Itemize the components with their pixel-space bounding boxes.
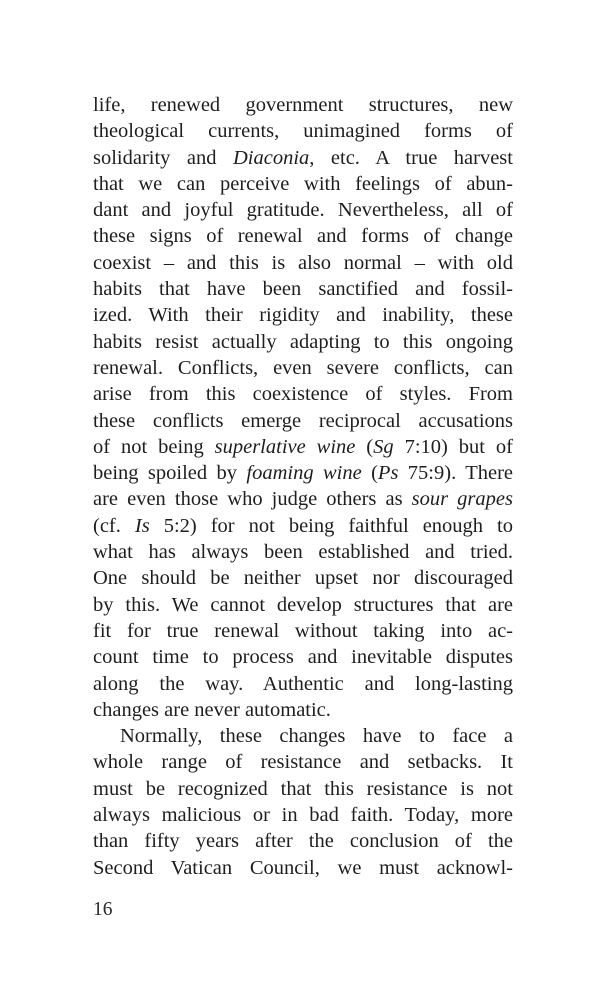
italic-text: Diaconia: [233, 146, 310, 169]
text-line: [93, 644, 513, 670]
plain-text: theological currents, unimagined forms of: [93, 120, 513, 143]
italic-text: Sg: [373, 435, 394, 458]
text-line: [93, 276, 513, 302]
italic-text: Ps: [377, 462, 399, 485]
plain-text: life, renewed government structures, new: [93, 94, 513, 116]
plain-text: 75:9). There: [398, 462, 513, 485]
plain-text: ized. With their rigidity and inability, these: [93, 304, 513, 327]
text-line: [93, 329, 513, 355]
plain-text: 5:2) for not being faithful enough to: [149, 514, 513, 537]
plain-text: solidarity and: [93, 146, 233, 169]
text-line: [93, 592, 513, 618]
text-line: [93, 460, 513, 486]
text-line: [93, 618, 513, 644]
body-text: [93, 92, 513, 881]
plain-text: are even those who judge others as: [93, 488, 412, 511]
text-line: [93, 486, 513, 512]
italic-text: Is: [134, 514, 150, 537]
plain-text: whole range of resistance and setbacks. It: [93, 751, 513, 774]
plain-text: these conflicts emerge reciprocal accusations: [93, 409, 513, 432]
text-line: [93, 565, 513, 591]
text-line: [93, 197, 513, 223]
text-line: [93, 118, 513, 144]
plain-text: Second Vatican Council, we must acknowl-: [93, 856, 513, 879]
text-line: [93, 381, 513, 407]
text-line: [93, 723, 513, 749]
plain-text: what has always been established and tried.: [93, 541, 513, 564]
text-line: [93, 539, 513, 565]
text-line: [93, 355, 513, 381]
plain-text: arise from this coexistence of styles. From: [93, 383, 513, 406]
text-line: [93, 855, 513, 881]
plain-text: count time to process and inevitable disputes: [93, 646, 513, 669]
text-line: [93, 92, 513, 118]
plain-text: these signs of renewal and forms of change: [93, 225, 513, 248]
plain-text: habits that have been sanctified and fossil-: [93, 278, 513, 301]
plain-text: 7:10) but of: [393, 435, 513, 458]
text-line: [93, 671, 513, 697]
plain-text: by this. We cannot develop structures that are: [93, 593, 513, 616]
text-line: [93, 408, 513, 434]
plain-text: Normally, these changes have to face a: [120, 725, 513, 748]
text-line: [93, 223, 513, 249]
plain-text: being spoiled by: [93, 462, 247, 485]
text-line: [93, 250, 513, 276]
plain-text: renewal. Conflicts, even severe conflicts, can: [93, 356, 513, 379]
plain-text: always malicious or in bad faith. Today, more: [93, 804, 513, 827]
text-line: [93, 171, 513, 197]
italic-text: foaming wine: [246, 462, 362, 485]
text-line: [93, 802, 513, 828]
plain-text: (: [361, 462, 378, 485]
text-line: [93, 697, 513, 723]
plain-text: dant and joyful gratitude. Nevertheless, all of: [93, 199, 513, 222]
italic-text: superlative wine: [214, 435, 356, 458]
plain-text: that we can perceive with feelings of abun-: [93, 172, 513, 195]
text-line: [93, 513, 513, 539]
plain-text: One should be neither upset nor discouraged: [93, 567, 513, 590]
plain-text: habits resist actually adapting to this ongoing: [93, 330, 513, 353]
plain-text: must be recognized that this resistance is not: [93, 777, 513, 800]
plain-text: along the way. Authentic and long-lasting: [93, 672, 513, 695]
plain-text: than fifty years after the conclusion of the: [93, 830, 513, 853]
plain-text: coexist – and this is also normal – with old: [93, 251, 513, 274]
text-line: [93, 776, 513, 802]
plain-text: (: [355, 435, 374, 458]
plain-text: , etc. A true harvest: [309, 146, 513, 169]
text-line: [93, 434, 513, 460]
page-number: 16: [93, 899, 113, 920]
text-line: [93, 145, 513, 171]
text-line: [93, 749, 513, 775]
plain-text: changes are never automatic.: [93, 698, 331, 721]
text-line: [93, 828, 513, 854]
italic-text: sour grapes: [411, 488, 513, 511]
text-line: [93, 302, 513, 328]
plain-text: of not being: [93, 435, 215, 458]
plain-text: (cf.: [93, 514, 135, 537]
plain-text: fit for true renewal without taking into ac-: [93, 619, 513, 642]
